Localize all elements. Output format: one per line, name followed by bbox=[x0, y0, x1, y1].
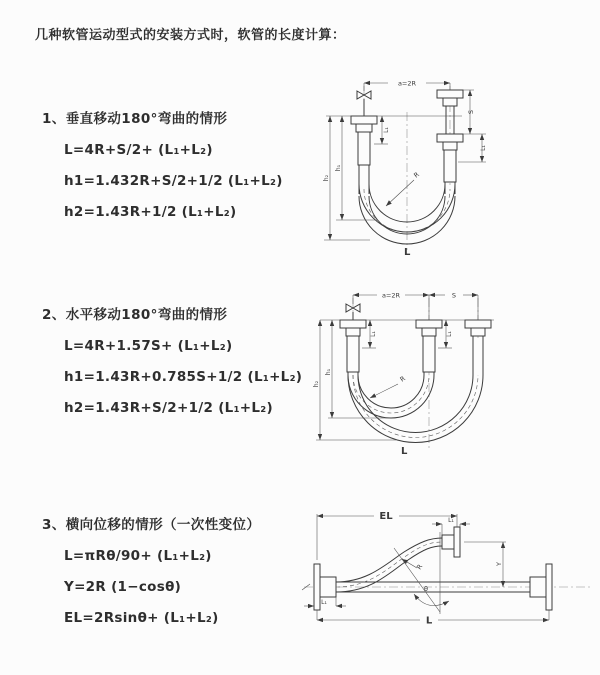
dim-label-l1-top: L₁ bbox=[448, 517, 454, 524]
braid-section-left bbox=[358, 132, 370, 165]
page-title: 几种软管运动型式的安装方式时，软管的长度计算： bbox=[35, 28, 346, 43]
centerlines bbox=[364, 86, 450, 250]
braid-section-mid bbox=[423, 336, 435, 372]
formula-h1: h1=1.432R+S/2+1/2 (L₁+L₂) bbox=[64, 173, 283, 189]
dim-label-theta: θ bbox=[424, 585, 428, 593]
formula-l: L=πRθ/90+ (L₁+L₂) bbox=[64, 548, 212, 564]
dim-label-l1-left: L₁ bbox=[383, 127, 390, 133]
hose-body bbox=[347, 336, 483, 443]
dim-label-el: EL bbox=[379, 511, 393, 522]
dimension-labels bbox=[323, 80, 487, 259]
braid-section-right bbox=[444, 150, 456, 182]
formula-y: Y=2R (1−cosθ) bbox=[64, 579, 182, 595]
dim-label-r: R bbox=[415, 562, 425, 572]
dim-label-l1-bottom: L₁ bbox=[321, 599, 327, 606]
formula-h1: h1=1.43R+0.785S+1/2 (L₁+L₂) bbox=[64, 369, 303, 385]
dim-label-r: R bbox=[398, 374, 407, 384]
valve-icon bbox=[357, 91, 371, 116]
dim-label-l1-left: L₁ bbox=[370, 331, 377, 337]
flange-right bbox=[530, 564, 552, 610]
dim-label-a2r: a=2R bbox=[397, 79, 417, 88]
section-2-formulas bbox=[64, 338, 342, 416]
formula-h2: h2=1.43R+1/2 (L₁+L₂) bbox=[64, 204, 237, 220]
dim-label-h1: h₁ bbox=[325, 368, 332, 376]
section-3 bbox=[42, 513, 342, 626]
dimension-labels bbox=[321, 511, 503, 627]
dim-label-l1-right: L₁ bbox=[480, 145, 487, 151]
dim-label-l: L bbox=[404, 247, 411, 258]
formula-l: L=4R+S/2+ (L₁+L₂) bbox=[64, 142, 213, 158]
flange-upper-displaced bbox=[442, 527, 460, 557]
section-1-formulas bbox=[64, 142, 342, 220]
section-3-heading: 3、横向位移的情形（一次性变位） bbox=[42, 517, 261, 533]
dimension-lines bbox=[324, 83, 486, 240]
dim-label-a2r: a=2R bbox=[381, 291, 401, 300]
dim-label-l: L bbox=[425, 615, 433, 627]
flange-left bbox=[351, 116, 377, 132]
dim-label-h1: h₁ bbox=[335, 164, 342, 172]
formula-el: EL=2Rsinθ+ (L₁+L₂) bbox=[64, 610, 219, 626]
braid-section-left bbox=[347, 336, 359, 372]
formula-l: L=4R+1.57S+ (L₁+L₂) bbox=[64, 338, 233, 354]
section-1-heading: 1、垂直移动180°弯曲的情形 bbox=[42, 111, 228, 127]
flange-left bbox=[340, 320, 366, 336]
dim-label-h2: h₂ bbox=[313, 380, 320, 388]
dim-label-s: S bbox=[451, 291, 457, 300]
dim-label-r: R bbox=[412, 170, 421, 180]
diagram-lateral-displacement bbox=[298, 502, 598, 642]
construction-lines bbox=[394, 532, 449, 614]
section-2-heading: 2、水平移动180°弯曲的情形 bbox=[42, 307, 228, 323]
dim-label-h2: h₂ bbox=[323, 174, 330, 182]
diagram-vertical-travel-180 bbox=[312, 70, 584, 265]
dim-label-s: S bbox=[467, 109, 475, 115]
diagram-horizontal-travel-180 bbox=[306, 280, 596, 465]
dim-label-y: Y bbox=[495, 562, 503, 566]
flange-right bbox=[465, 320, 491, 336]
flange-right-lower bbox=[437, 134, 463, 150]
section-1 bbox=[42, 107, 342, 220]
section-2 bbox=[42, 303, 342, 416]
dim-label-l1-mid: L₁ bbox=[446, 331, 453, 337]
formula-h2: h2=1.43R+S/2+1/2 (L₁+L₂) bbox=[64, 400, 273, 416]
dim-label-l: L bbox=[401, 446, 408, 457]
flange-middle bbox=[416, 320, 442, 336]
dimension-labels bbox=[313, 292, 456, 458]
